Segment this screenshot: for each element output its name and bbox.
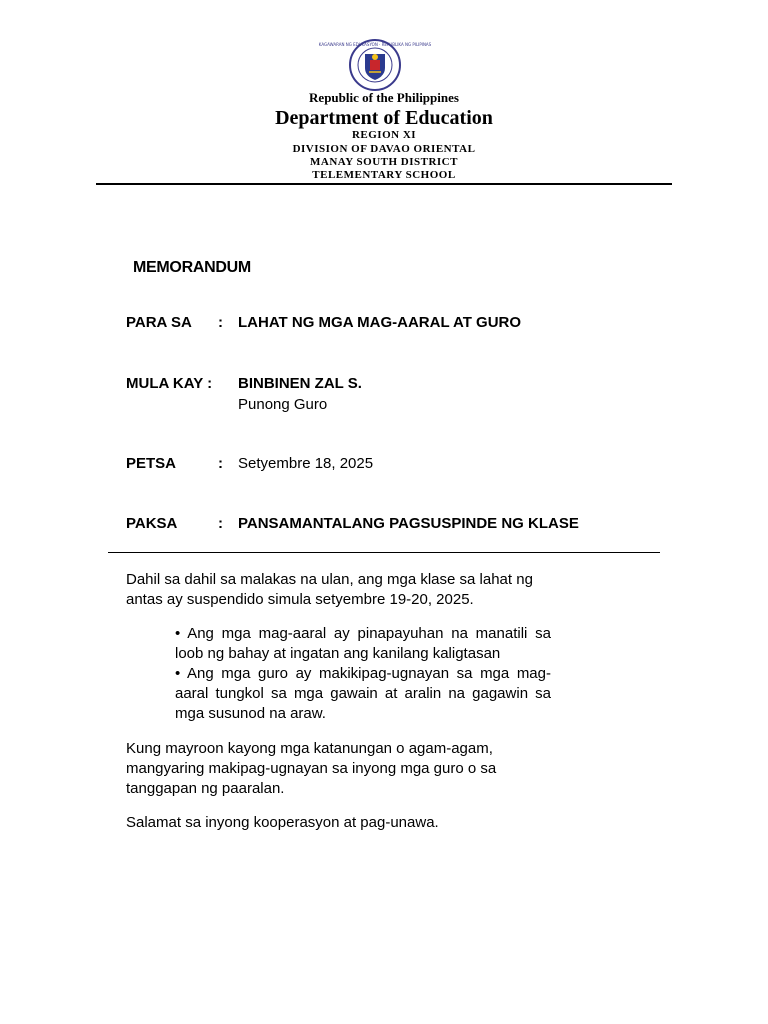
para-sa-value: LAHAT NG MGA MAG-AARAL AT GURO (238, 314, 522, 331)
para-sa-label: PARA SA (126, 314, 192, 331)
mula-kay-label: MULA KAY : (126, 375, 213, 392)
district-line: MANAY SOUTH DISTRICT (310, 156, 458, 168)
petsa-label: PETSA (126, 455, 177, 472)
mula-kay-position: Punong Guro (238, 396, 328, 413)
closing-line: Salamat sa inyong kooperasyon at pag-unawa. (126, 814, 439, 831)
memo-title: MEMORANDUM (133, 259, 251, 276)
seal-text: KAGAWARAN NG EDUKASYON · REPUBLIKA NG PILIPINAS (318, 42, 432, 47)
school-line: TELEMENTARY SCHOOL (312, 169, 456, 181)
petsa-colon: : (218, 455, 223, 472)
paksa-value: PANSAMANTALANG PAGSUSPINDE NG KLASE (238, 515, 579, 532)
letterhead-divider (96, 183, 672, 185)
bullet-list (175, 624, 551, 724)
body-paragraph-1: Dahil sa dahil sa malakas na ulan, ang mga klase sa lahat ng antas ay suspendido simula setyembre 19-20, 2025. (126, 571, 533, 608)
header-divider (108, 552, 660, 553)
paksa-label: PAKSA (126, 515, 178, 532)
paksa-colon: : (218, 515, 223, 532)
mula-kay-value: BINBINEN ZAL S. (238, 375, 362, 392)
body-paragraph-2: Kung mayroon kayong mga katanungan o agam-agam, mangyaring makipag-ugnayan sa inyong mga guro o sa tanggapan ng paaralan. (126, 740, 497, 797)
bullet-item-1: • Ang mga mag-aaral ay pinapayuhan na manatili sa loob ng bahay at ingatan ang kanilang kaligtasan (175, 625, 551, 662)
bullet-item-2: • Ang mga guro ay makikipag-ugnayan sa mga mag-aaral tungkol sa mga gawain at aralin na gagawin sa mga susunod na araw. (175, 665, 551, 722)
division-line: DIVISION OF DAVAO ORIENTAL (292, 143, 476, 155)
region-line: REGION XI (351, 129, 417, 141)
republic-line: Republic of the Philippines (309, 90, 459, 105)
petsa-value: Setyembre 18, 2025 (238, 455, 374, 472)
department-line: Department of Education (275, 107, 493, 129)
deped-seal-logo (318, 38, 432, 92)
para-sa-colon: : (218, 314, 223, 331)
